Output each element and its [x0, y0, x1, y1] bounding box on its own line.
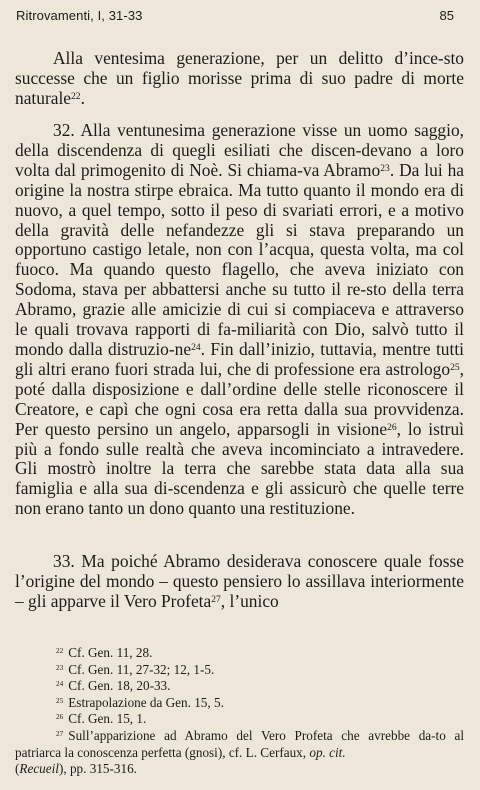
paragraph-31: [15, 49, 464, 109]
footnote-text: Sull’apparizione ad Abramo del Vero Profeta che avrebbe da-to al patriarca la conoscenza perfetta (gnosi), cf. L. Cerfaux,: [15, 727, 464, 760]
footnote-23: [15, 662, 464, 679]
footnote-ref-24[interactable]: 24: [191, 341, 201, 353]
footnote-pages: ), pp. 315-316.: [58, 761, 137, 777]
footnote-ref-25[interactable]: 25: [450, 361, 460, 373]
paragraph-33-text-b: , l’unico: [220, 590, 279, 611]
footnote-27: [15, 728, 464, 778]
footnote-paren: (: [15, 761, 20, 777]
paragraph-32-text-c: . Fin dall’inizio, tuttavia, mentre tutti gli altri erano fuori strada lui, che di professione era astrologo: [15, 338, 464, 379]
footnote-ref-26[interactable]: 26: [387, 421, 397, 433]
paragraph-32-text-e: , lo istruì più a fondo sulle realtà che aveva incominciato a intravedere. Gli mostrò inoltre la terra che sarebbe stata data alla sua famiglia e alla sua di-scendenza e gli assicurò che quelle terre non erano tanto un dono quanto una restituzione.: [15, 418, 464, 519]
footnote-citation-italic: op. cit.: [309, 744, 346, 760]
footnote-ref-27[interactable]: 27: [211, 593, 221, 605]
footnote-text: Cf. Gen. 11, 27-32; 12, 1-5.: [68, 661, 215, 677]
paragraph-32-text-d: , poté dalla disposizione e dall’ordine delle stelle riconoscere il Creatore, e capì che ogni cosa era retta dalla sua provvidenza. Per questo persino un angelo, apparsogli in visione: [15, 358, 464, 439]
paragraph-31-end: .: [80, 87, 85, 108]
footnote-text: Cf. Gen. 11, 28.: [68, 645, 153, 660]
page-number: 85: [439, 8, 454, 23]
paragraph-32-text-a: 32. Alla ventunesima generazione visse un uomo saggio, della discendenza di quegli esiliati che discen-devano a loro volta dal primogenito di Noè. Si chiama-va Abramo: [15, 120, 464, 180]
footnote-citation-title: Recueil: [19, 761, 59, 777]
footnote-number: 26: [56, 713, 64, 722]
footnote-text: Estrapolazione da Gen. 15, 5.: [68, 694, 224, 710]
footnote-text: Cf. Gen. 15, 1.: [68, 711, 147, 727]
footnote-number: 22: [56, 647, 64, 656]
footnote-25: [15, 695, 464, 712]
footnote-24: [15, 678, 464, 695]
footnote-number: 25: [56, 696, 64, 705]
paragraph-32: [15, 121, 464, 519]
footnote-ref-22[interactable]: 22: [71, 90, 81, 102]
footnotes: [15, 645, 464, 778]
running-title: Ritrovamenti, I, 31-33: [16, 8, 143, 23]
paragraph-33-text-a: 33. Ma poiché Abramo desiderava conoscere quale fosse l’origine del mondo – questo pensiero lo assillava interiormente – gli apparve il Vero Profeta: [15, 551, 464, 611]
footnote-number: 23: [56, 663, 64, 672]
footnote-26: [15, 711, 464, 728]
paragraph-31-text: Alla ventesima generazione, per un delitto d’ince-sto successe che un figlio morisse prima di suo padre di morte naturale: [15, 48, 464, 108]
footnote-ref-23[interactable]: 23: [380, 162, 390, 174]
paragraph-32-text-b: . Da lui ha origine la nostra stirpe ebraica. Ma tutto quanto il mondo era di nuovo, a quel tempo, sotto il peso di svariati errori, e a motivo della gravità delle nefandezze gli si stava preparando un opportuno castigo letale, non con l’acqua, questa volta, ma col fuoco. Ma quando questo flagello, che aveva iniziato con Sodoma, stava per abbattersi anche su tutto il re-sto della terra Abramo, grazie alle amicizie di cui si compiaceva e attraverso le quali trovava rapporti di fa-miliarità con Dio, salvò tutto il mondo dalla distruzio-ne: [15, 159, 464, 359]
footnote-22: [15, 645, 464, 662]
footnote-number: 27: [56, 729, 64, 738]
footnote-number: 24: [56, 680, 64, 689]
paragraph-33: [15, 552, 464, 612]
footnote-text: Cf. Gen. 18, 20-33.: [68, 678, 171, 694]
